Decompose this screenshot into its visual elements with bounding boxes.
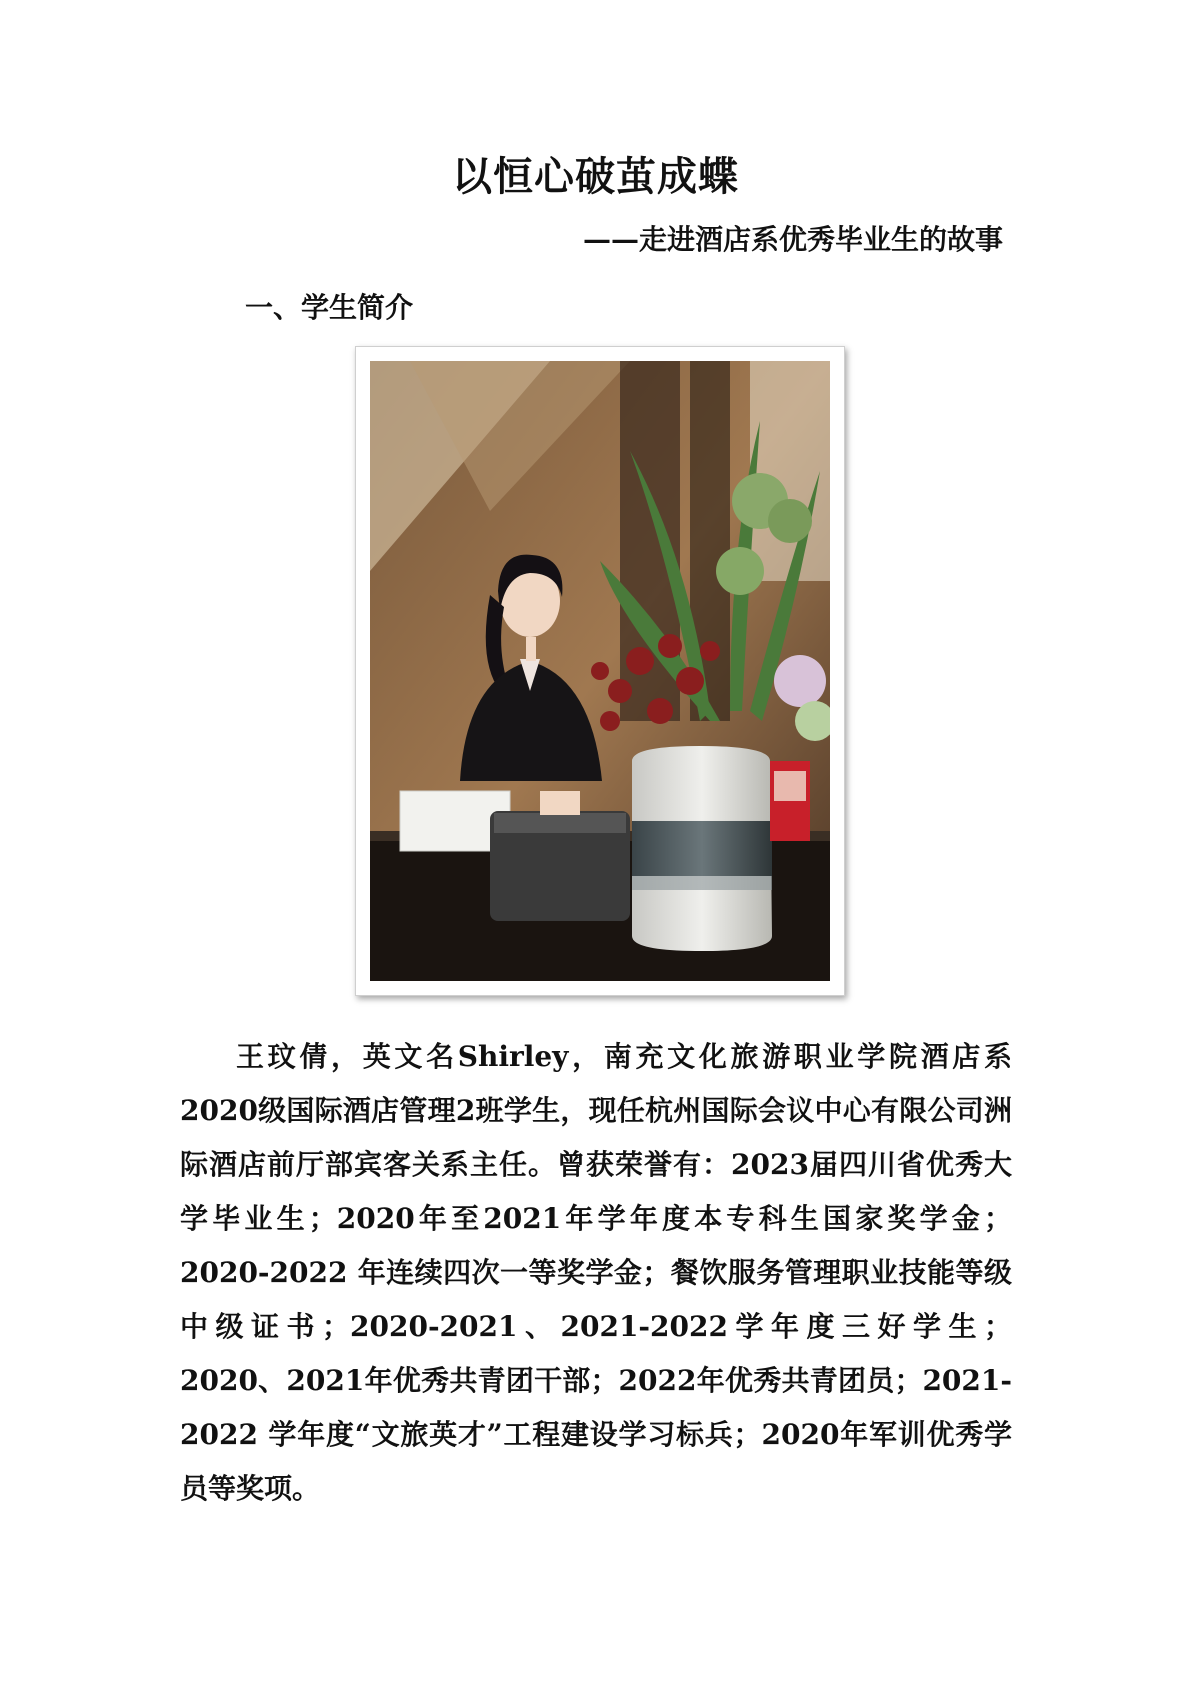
page-title: 以恒心破茧成蝶 (452, 153, 739, 200)
photo-frame (355, 346, 845, 996)
page-subtitle: ——走进酒店系优秀毕业生的故事 (582, 223, 1003, 256)
student-bio-paragraph: 王玟倩，英文名Shirley，南充文化旅游职业学院酒店系2020级国际酒店管理2班学生，现任杭州国际会议中心有限公司洲际酒店前厅部宾客关系主任。曾获荣誉有：2023届四川省优秀大学毕业生；2020年至2021年学年度本专科生国家奖学金；2020-2022 年连续四次一等奖学金；餐饮服务管理职业技能等级中级证书；2020-2021、2021-2022学年度三好学生；2020、2021年优秀共青团干部；2022年优秀共青团员；2021-2022 学年度“文旅英才”工程建设学习标兵；2020年军训优秀学员等奖项。 (180, 1040, 1012, 1505)
section-heading-student-intro: 一、学生简介 (245, 291, 414, 324)
portrait-photo (370, 361, 830, 981)
